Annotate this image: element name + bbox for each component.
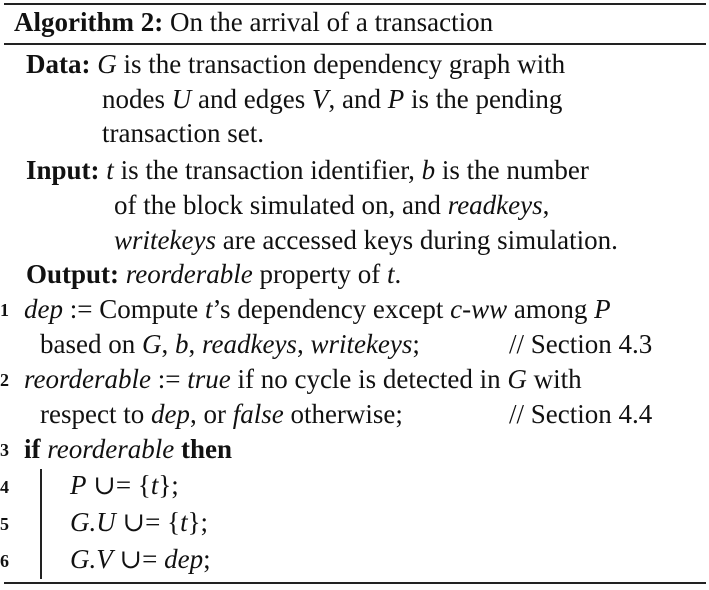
var-reorderable: reorderable — [47, 434, 175, 464]
algorithm-title — [14, 5, 493, 39]
var-p: P — [594, 294, 611, 324]
var-t: t — [386, 259, 395, 289]
text: , — [296, 329, 311, 359]
text: , — [188, 329, 202, 359]
var-t: t — [150, 470, 159, 500]
text: ’s dependency except — [212, 294, 451, 324]
text: , — [161, 329, 175, 359]
text: ∪= { — [115, 507, 181, 537]
data-line-1 — [26, 47, 565, 81]
line-number-4: 4 — [0, 477, 9, 497]
data-line-3 — [102, 116, 264, 150]
text: if no cycle is detected in — [230, 364, 508, 394]
var-reorderable: reorderable — [125, 259, 253, 289]
text: property of — [252, 259, 387, 289]
step-2-comment: // Section 4.4 — [509, 399, 653, 429]
var-g: G — [507, 364, 527, 394]
var-t: t — [106, 155, 114, 185]
line-number-6: 6 — [0, 551, 9, 571]
var-g: G — [97, 49, 117, 79]
text — [174, 434, 181, 464]
text: is the transaction dependency graph with — [116, 49, 566, 79]
var-v: V — [311, 84, 329, 114]
input-line-1 — [26, 153, 589, 187]
text: is the pending — [404, 84, 563, 114]
value-false: false — [232, 399, 284, 429]
var-dep: dep — [150, 399, 190, 429]
step-5-line — [70, 505, 208, 539]
step-1-line-2 — [40, 327, 420, 361]
var-writekeys: writekeys — [310, 329, 413, 359]
keyword-if: if — [24, 434, 41, 464]
output-line — [26, 257, 401, 291]
text: ∪= — [112, 544, 165, 574]
var-t: t — [204, 294, 213, 324]
var-g-u: G.U — [70, 507, 116, 537]
algorithm-caption: On the arrival of a transaction — [169, 7, 494, 37]
text: }; — [158, 470, 179, 500]
text: , or — [189, 399, 233, 429]
data-label: Data: — [26, 49, 91, 79]
var-readkeys: readkeys — [201, 329, 297, 359]
line-number-3: 3 — [0, 440, 9, 460]
input-line-3 — [114, 223, 618, 257]
title-rule — [4, 43, 706, 45]
var-u: U — [171, 84, 192, 114]
line-number-2: 2 — [0, 370, 9, 390]
text: is the number — [435, 155, 589, 185]
text: transaction set. — [102, 118, 264, 148]
step-2-line-2 — [40, 397, 403, 431]
text: otherwise; — [283, 399, 403, 429]
text: among — [507, 294, 595, 324]
text: are accessed keys during simulation. — [215, 225, 618, 255]
input-line-2 — [114, 188, 549, 222]
text: ; — [412, 329, 420, 359]
bottom-rule — [4, 582, 706, 584]
text: nodes — [102, 84, 172, 114]
text: := — [150, 364, 188, 394]
text: of the block simulated on, and — [114, 190, 448, 220]
line-number-5: 5 — [0, 514, 9, 534]
step-4-line — [70, 468, 179, 502]
var-reorderable: reorderable — [24, 364, 151, 394]
var-b: b — [174, 329, 189, 359]
block-bar — [40, 469, 42, 579]
var-g: G — [141, 329, 162, 359]
var-writekeys: writekeys — [114, 225, 216, 255]
var-p: P — [387, 84, 405, 114]
text: , — [542, 190, 550, 220]
text: ∪= { — [86, 470, 151, 500]
text: respect to — [40, 399, 151, 429]
var-readkeys: readkeys — [447, 190, 543, 220]
value-true: true — [187, 364, 231, 394]
var-t: t — [180, 507, 188, 537]
step-1-comment: // Section 4.3 — [509, 329, 653, 359]
data-line-2 — [102, 82, 562, 116]
algorithm-label: Algorithm 2: — [14, 7, 164, 37]
text: and edges — [191, 84, 312, 114]
input-label: Input: — [26, 155, 100, 185]
text: ; — [203, 544, 211, 574]
step-1-line-1 — [24, 292, 611, 326]
step-3-line — [24, 432, 232, 466]
var-g-v: G.V — [70, 544, 113, 574]
var-c-ww: c-ww — [450, 294, 508, 324]
var-b: b — [421, 155, 436, 185]
output-label: Output: — [26, 259, 120, 289]
keyword-then: then — [180, 434, 232, 464]
text: is the transaction identifier, — [113, 155, 422, 185]
text: := Compute — [62, 294, 205, 324]
line-number-1: 1 — [0, 300, 9, 320]
var-p: P — [70, 470, 87, 500]
text: }; — [187, 507, 209, 537]
text: based on — [40, 329, 142, 359]
step-6-line — [70, 542, 211, 576]
var-dep: dep — [164, 544, 204, 574]
step-2-line-1 — [24, 362, 582, 396]
var-dep: dep — [24, 294, 63, 324]
text: , and — [328, 84, 388, 114]
text: . — [394, 259, 402, 289]
text: with — [526, 364, 582, 394]
